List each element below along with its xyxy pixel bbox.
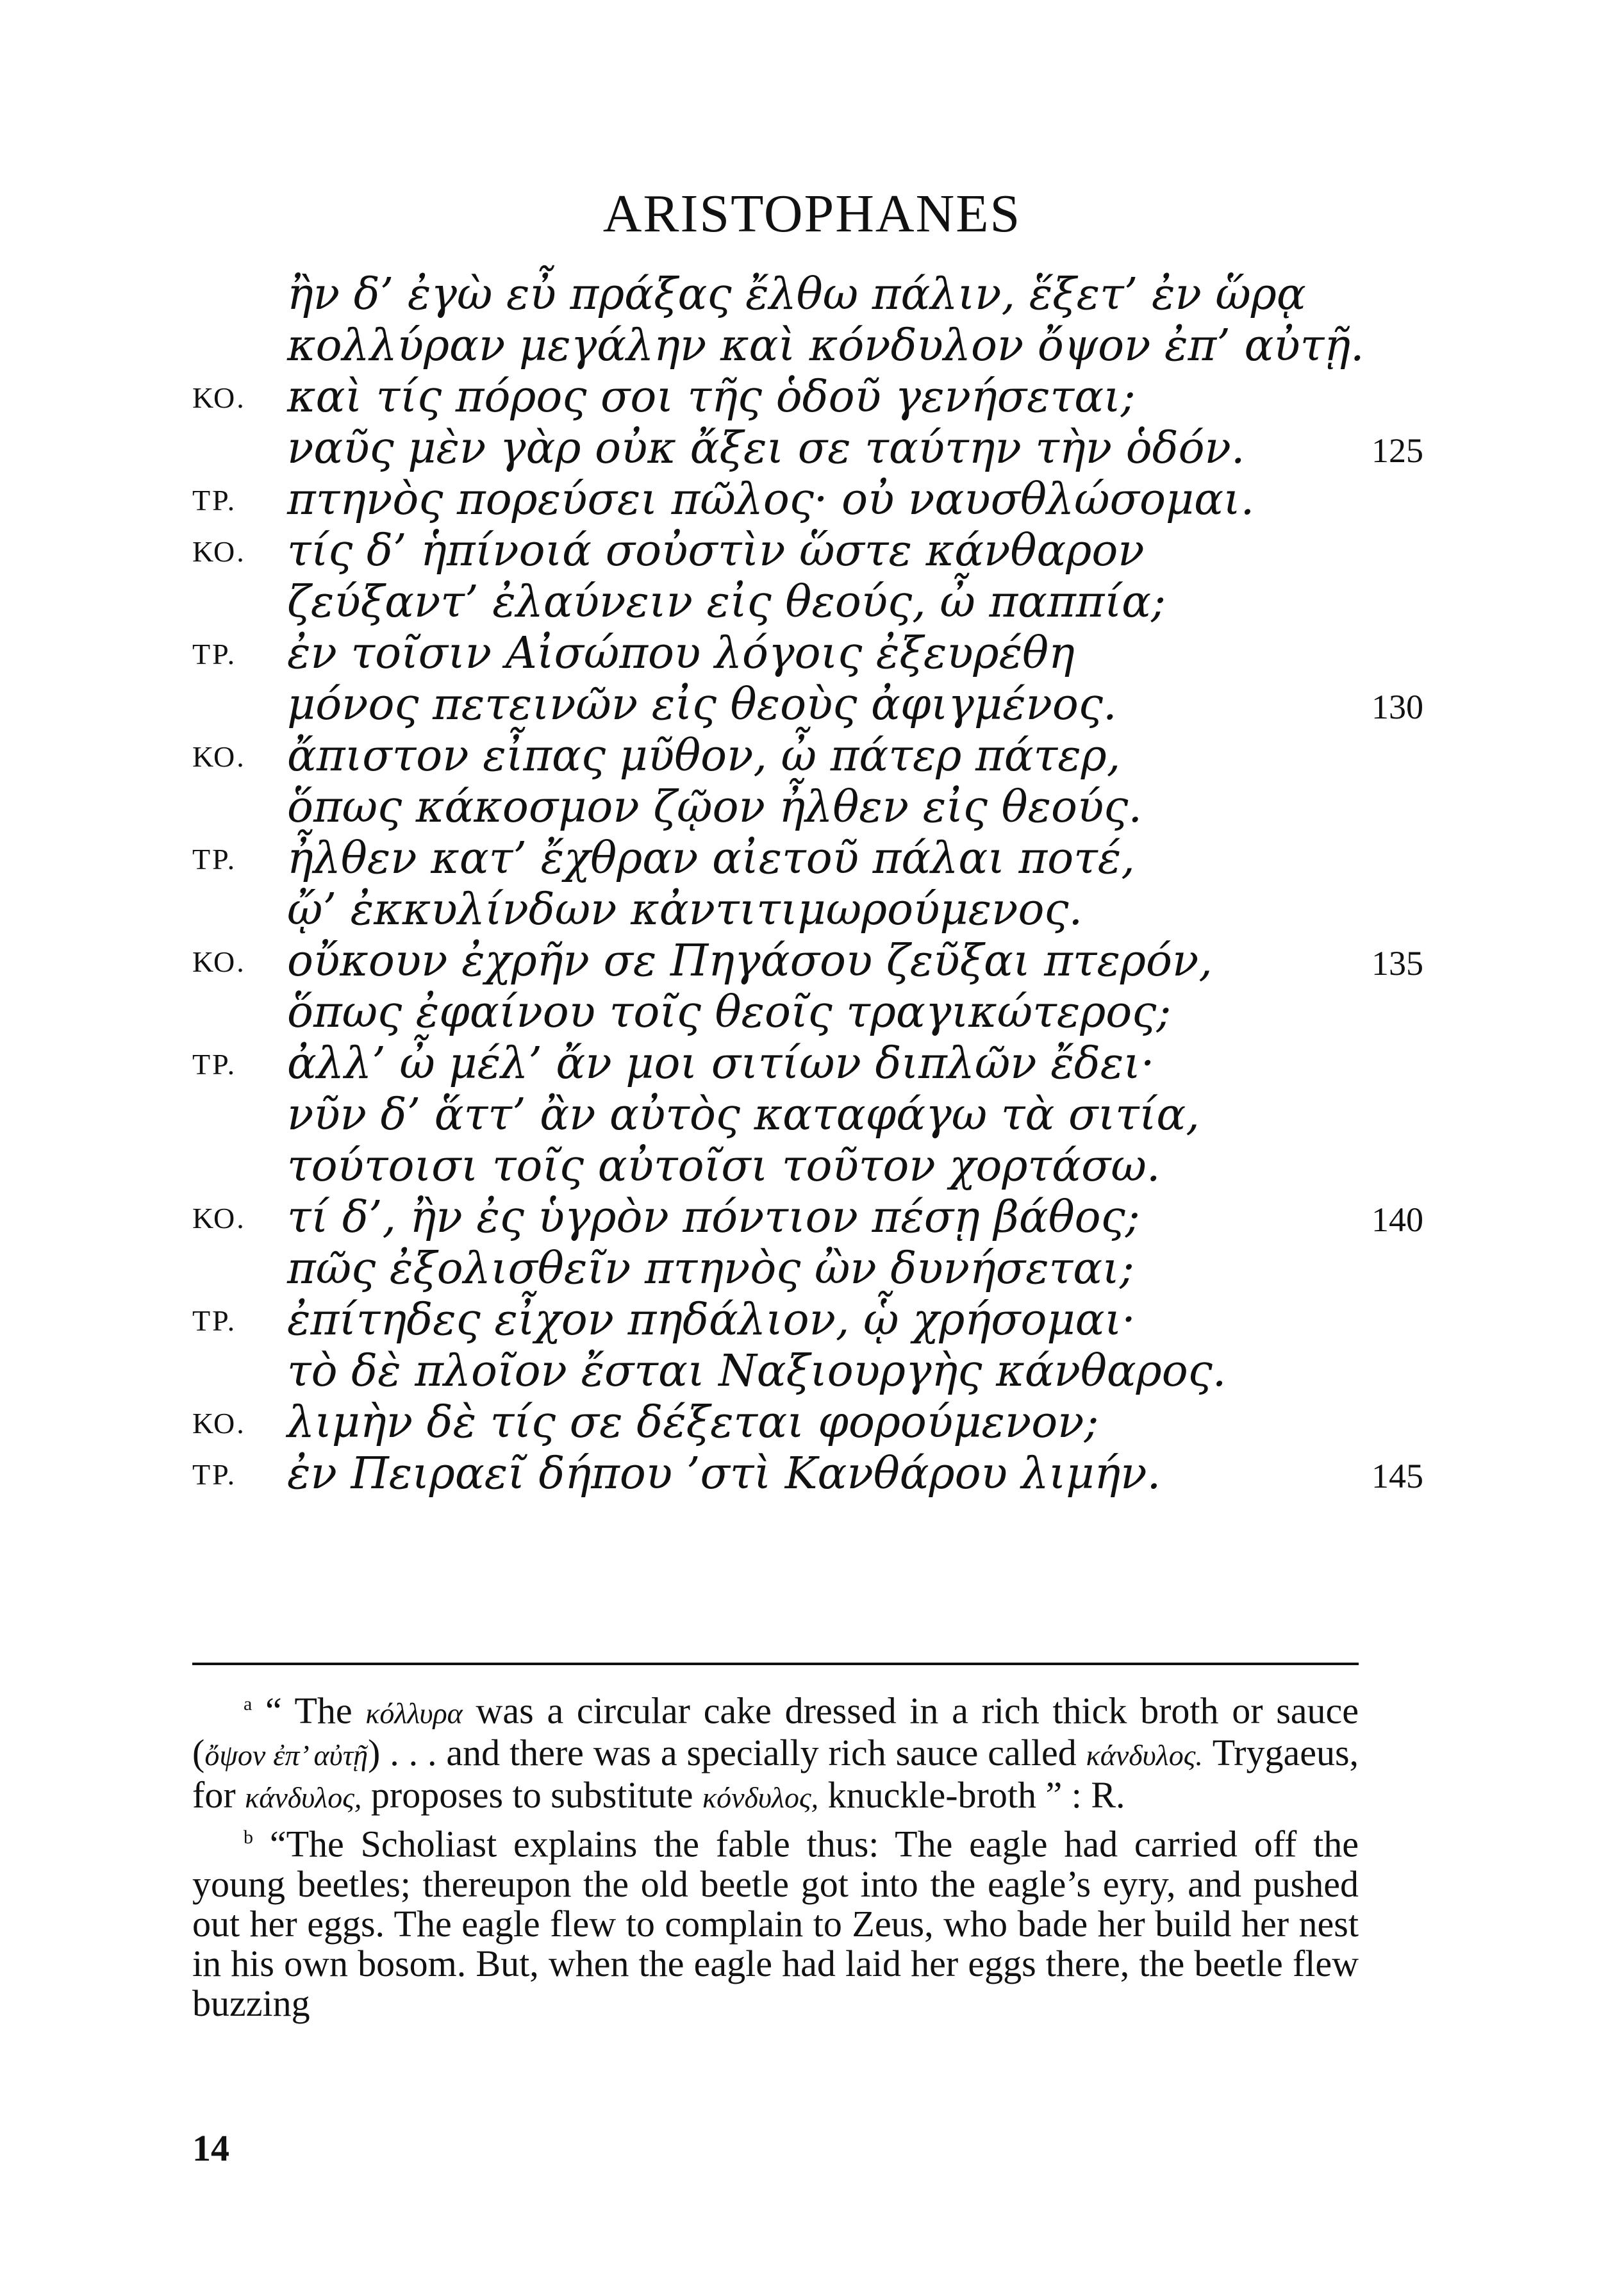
greek-verse: ἐν τοῖσιν Αἰσώπου λόγοις ἐξευρέθη (287, 628, 1075, 679)
verse-line (0, 269, 1624, 320)
greek-verse: λιμὴν δὲ τίς σε δέξεται φορούμενον; (287, 1397, 1099, 1448)
greek-verse: τὸ δὲ πλοῖον ἔσται Ναξιουργὴς κάνθαρος. (287, 1346, 1227, 1397)
verse-line (0, 577, 1624, 628)
footnote-text: Trygaeus, for (192, 1732, 1359, 1816)
verse-line (0, 474, 1624, 526)
speaker-label: ΚΟ. (192, 945, 246, 978)
greek-term: ὄψον ἐπ’ αὐτῇ (204, 1739, 369, 1772)
speaker-label: ΚΟ. (192, 535, 246, 568)
greek-verse: πτηνὸς πορεύσει πῶλος· οὐ ναυσθλώσομαι. (287, 474, 1255, 525)
verse-line (0, 884, 1624, 936)
footnote-text: was a circular cake dressed in a rich thick broth or sauce ( (192, 1690, 1359, 1774)
greek-term: κόνδυλος, (702, 1781, 819, 1814)
verse-line (0, 1192, 1624, 1243)
footnote-marker: b (244, 1827, 253, 1848)
greek-verse: νῦν δ’ ἅττ’ ἂν αὐτὸς καταφάγω τὰ σιτία, (287, 1090, 1200, 1140)
verse-line (0, 731, 1624, 782)
page-number: 14 (192, 2127, 229, 2169)
speaker-label: ΚΟ. (192, 381, 246, 414)
footnote-text: “ The (265, 1690, 352, 1732)
speaker-label: ΤΡ. (192, 1048, 237, 1081)
greek-verse: οὔκουν ἐχρῆν σε Πηγάσου ζεῦξαι πτερόν, (287, 936, 1213, 986)
greek-verse: ᾤ’ ἐκκυλίνδων κἀντιτιμωρούμενος. (287, 884, 1083, 935)
footnote-marker: a (244, 1693, 253, 1715)
footnote-text: ) . . . and there was a specially rich sauce called (368, 1732, 1077, 1774)
greek-verse: τούτοισι τοῖς αὐτοῖσι τοῦτον χορτάσω. (287, 1141, 1161, 1192)
verse-line (0, 526, 1624, 577)
verse-line (0, 1141, 1624, 1192)
greek-verse: ἢν δ’ ἐγὼ εὖ πράξας ἔλθω πάλιν, ἕξετ’ ἐν ὥρᾳ (287, 269, 1306, 320)
greek-verse: ἐν Πειραεῖ δήπου ’στὶ Κανθάρου λιμήν. (287, 1449, 1161, 1499)
greek-verse: ναῦς μὲν γὰρ οὐκ ἄξει σε ταύτην τὴν ὁδόν. (287, 423, 1245, 474)
line-number: 130 (1371, 688, 1423, 726)
verse-line (0, 372, 1624, 423)
speaker-label: ΤΡ. (192, 843, 237, 876)
verse-line (0, 782, 1624, 833)
footnote-a (192, 1684, 1359, 1818)
speaker-label: ΚΟ. (192, 1407, 246, 1440)
greek-verse: ἐπίτηδες εἶχον πηδάλιον, ᾧ χρήσομαι· (287, 1295, 1136, 1345)
greek-term: κάνδυλος. (1086, 1739, 1203, 1772)
footnote-text: proposes to substitute (370, 1774, 693, 1816)
verse-line (0, 987, 1624, 1038)
speaker-label: ΤΡ. (192, 1458, 237, 1491)
line-number: 145 (1371, 1457, 1423, 1495)
verse-line (0, 1243, 1624, 1295)
greek-term: κάνδυλος, (245, 1781, 362, 1814)
greek-verse: ὅπως ἐφαίνου τοῖς θεοῖς τραγικώτερος; (287, 987, 1172, 1038)
verse-line (0, 1346, 1624, 1397)
line-number: 135 (1371, 944, 1423, 983)
greek-verse: ὅπως κάκοσμον ζῷον ἦλθεν εἰς θεούς. (287, 782, 1143, 833)
verse-line (0, 320, 1624, 372)
verse-line (0, 628, 1624, 679)
footnote-b (192, 1818, 1359, 2023)
footnote-rule (192, 1663, 1359, 1665)
greek-verse: ἄπιστον εἶπας μῦθον, ὦ πάτερ πάτερ, (287, 731, 1121, 781)
verse-line (0, 1449, 1624, 1500)
line-number: 125 (1371, 431, 1423, 470)
verse-line (0, 833, 1624, 884)
verse-line (0, 1038, 1624, 1090)
verse-line (0, 679, 1624, 731)
greek-verse: καὶ τίς πόρος σοι τῆς ὁδοῦ γενήσεται; (287, 372, 1136, 422)
greek-term: κόλλυρα (365, 1697, 463, 1730)
speaker-label: ΚΟ. (192, 740, 246, 773)
greek-verse: ζεύξαντ’ ἐλαύνειν εἰς θεούς, ὦ παππία; (287, 577, 1166, 627)
greek-verse: τίς δ’ ἡπίνοιά σοὐστὶν ὥστε κάνθαρον (287, 526, 1145, 576)
footnotes (192, 1684, 1359, 2023)
greek-verse: ἦλθεν κατ’ ἔχθραν αἰετοῦ πάλαι ποτέ, (287, 833, 1135, 884)
footnote-text: knuckle-broth ” : R. (827, 1774, 1125, 1816)
verse-line (0, 1090, 1624, 1141)
greek-verse: τί δ’, ἢν ἐς ὑγρὸν πόντιον πέσῃ βάθος; (287, 1192, 1140, 1243)
greek-verse: μόνος πετεινῶν εἰς θεοὺς ἀφιγμένος. (287, 679, 1117, 730)
verse-line (0, 936, 1624, 987)
greek-verse: ἀλλ’ ὦ μέλ’ ἄν μοι σιτίων διπλῶν ἔδει· (287, 1038, 1155, 1089)
greek-verse: κολλύραν μεγάλην καὶ κόνδυλον ὄψον ἐπ’ αὐτῇ. (287, 320, 1364, 371)
speaker-label: ΚΟ. (192, 1202, 246, 1234)
verse-line (0, 423, 1624, 474)
verse-line (0, 1397, 1624, 1449)
speaker-label: ΤΡ. (192, 1304, 237, 1337)
speaker-label: ΤΡ. (192, 638, 237, 670)
line-number: 140 (1371, 1200, 1423, 1239)
running-head: ARISTOPHANES (602, 184, 1022, 244)
greek-verse: πῶς ἐξολισθεῖν πτηνὸς ὢν δυνήσεται; (287, 1243, 1134, 1294)
speaker-label: ΤΡ. (192, 484, 237, 517)
verse-line (0, 1295, 1624, 1346)
footnote-text: “The Scholiast explains the fable thus: The eagle had carried off the young beetles; thereupon the old beetle got into the eagle’s eyry, and pushed out her eggs. The eagle flew to complain to Zeus, who bade her build her nest in his own bosom. But, when the eagle had laid her eggs there, the beetle flew buzzing (192, 1823, 1359, 2024)
